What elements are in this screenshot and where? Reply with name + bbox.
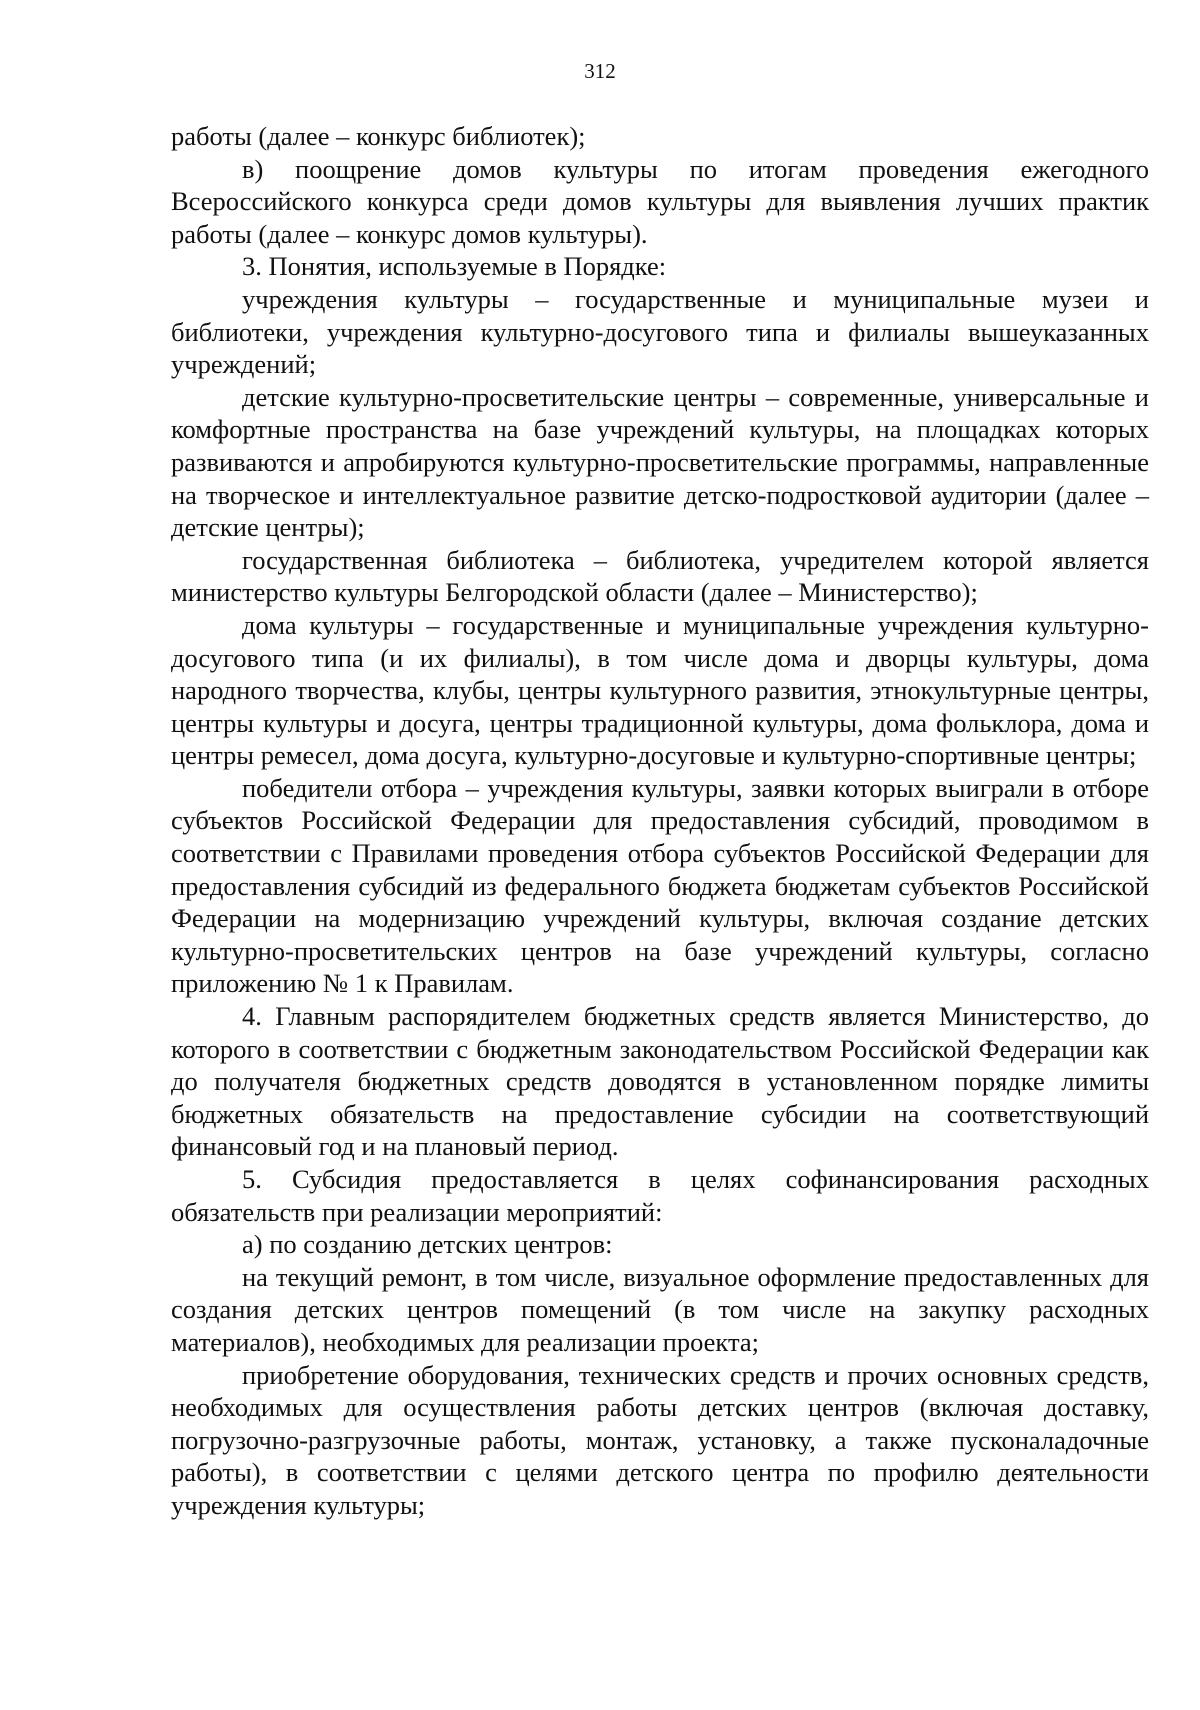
definition-paragraph: дома культуры – государственные и муниципальные учреждения культурно-досугового типа (и их филиалы), в том числе дома и дворцы культуры, дома народного творчества, клубы, центры культурного развития, этнокультурные центры, центры культуры и досуга, центры традиционной культуры, дома фольклора, дома и центры ремесел, дома досуга, культурно-досуговые и культурно-спортивные центры; xyxy=(171,609,1149,771)
paragraph: 4. Главным распорядителем бюджетных средств является Министерство, до которого в соответствии с бюджетным законодательством Российской Федерации как до получателя бюджетных средств доводятся в установленном порядке лимиты бюджетных обязательств на предоставление субсидии на соответствующий финансовый год и на плановый период. xyxy=(171,1001,1149,1162)
definition-paragraph: учреждения культуры – государственные и муниципальные музеи и библиотеки, учреждения культурно-досугового типа и филиалы вышеуказанных учреждений; xyxy=(171,283,1149,380)
paragraph: приобретение оборудования, технических средств и прочих основных средств, необходимых для осуществления работы детских центров (включая доставку, погрузочно-разгрузочные работы, монтаж, установку, а также пусконаладочные работы), в соответствии с целями детского центра по профилю деятельности учреждения культуры; xyxy=(171,1359,1149,1520)
definition-paragraph: победители отбора – учреждения культуры, заявки которых выиграли в отборе субъектов Российской Федерации для предоставления субсидий, проводимом в соответствии с Правилами проведения отбора субъектов Российской Федерации для предоставления субсидий из федерального бюджета бюджетам субъектов Российской Федерации на модернизацию учреждений культуры, включая создание детских культурно-просветительских центров на базе учреждений культуры, согласно приложению № 1 к Правилам. xyxy=(171,772,1149,999)
list-item-paragraph: а) по созданию детских центров: xyxy=(242,1229,613,1260)
paragraph: на текущий ремонт, в том числе, визуальное оформление предоставленных для создания детских центров помещений (в том числе на закупку расходных материалов), необходимых для реализации проекта; xyxy=(171,1261,1149,1357)
section-heading-paragraph: 3. Понятия, используемые в Порядке: xyxy=(242,251,667,282)
definition-paragraph: детские культурно-просветительские центры – современные, универсальные и комфортные пространства на базе учреждений культуры, на площадках которых развиваются и апробируются культурно-просветительские программы, направленные на творческое и интеллектуальное развитие детско-подростковой аудитории (далее – детские центры); xyxy=(171,381,1149,543)
paragraph: в) поощрение домов культуры по итогам проведения ежегодного Всероссийского конкурса среди домов культуры для выявления лучших практик работы (далее – конкурс домов культуры). xyxy=(171,153,1149,249)
definition-paragraph: государственная библиотека – библиотека, учредителем которой является министерство культуры Белгородской области (далее – Министерство); xyxy=(171,544,1149,608)
document-body xyxy=(171,120,1149,1522)
page-number: 312 xyxy=(584,59,616,83)
paragraph: 5. Субсидия предоставляется в целях софинансирования расходных обязательств при реализации мероприятий: xyxy=(171,1164,1149,1227)
paragraph: работы (далее – конкурс библиотек); xyxy=(171,121,586,151)
